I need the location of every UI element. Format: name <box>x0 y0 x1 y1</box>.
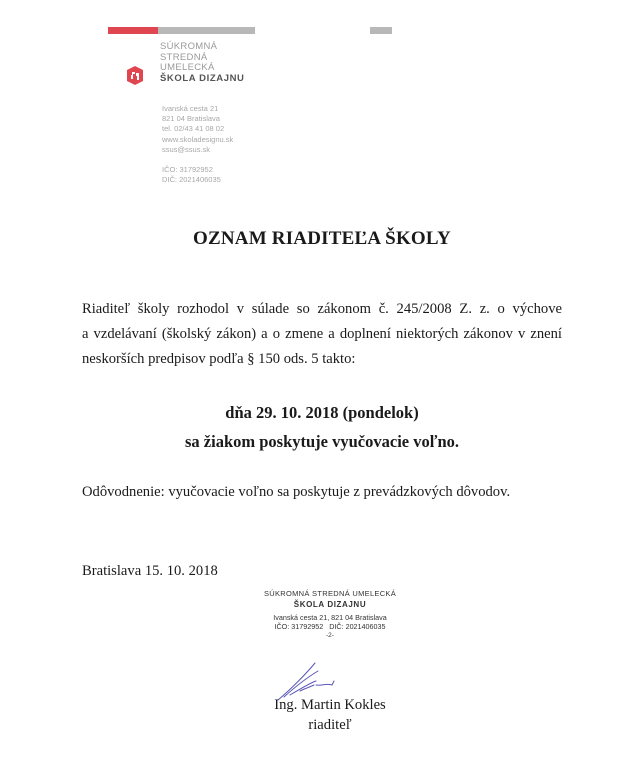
school-name-strong: ŠKOLA DIZAJNU <box>160 72 245 84</box>
paragraph-line: neskorších predpisov podľa § 150 ods. 5 takto: <box>82 351 356 367</box>
school-name-line: STREDNÁ <box>160 51 208 63</box>
address-city: 821 04 Bratislava <box>162 114 220 124</box>
stamp-number: -2- <box>326 632 334 639</box>
school-logo-icon <box>124 64 146 86</box>
letterhead-red-bar <box>108 27 158 34</box>
paragraph-line: Riaditeľ školy rozhodol v súlade so zákonom č. 245/2008 Z. z. o výchove <box>82 301 562 317</box>
address-street: Ivanská cesta 21 <box>162 104 219 113</box>
signer-block <box>240 695 420 735</box>
stamp-school-name: ŠKOLA DIZAJNU <box>293 600 367 609</box>
signer-role: riaditeľ <box>308 717 352 733</box>
school-name <box>160 42 245 84</box>
paragraph-line: a vzdelávaní (školský zákon) a o zmene a doplnení niektorých zákonov v znení <box>82 326 562 342</box>
school-name-line: UMELECKÁ <box>160 62 215 73</box>
announcement <box>0 398 644 456</box>
announcement-date: dňa 29. 10. 2018 (pondelok) <box>225 403 419 422</box>
dic: DIČ: 2021406035 <box>162 175 221 185</box>
stamp-line: SÚKROMNÁ STREDNÁ UMELECKÁ <box>263 589 397 598</box>
letterhead-gray-bar <box>158 27 255 34</box>
announcement-text: sa žiakom poskytuje vyučovacie voľno. <box>184 432 460 451</box>
signer-name: Ing. Martin Kokles <box>274 697 386 713</box>
reason-text: Odôvodnenie: vyučovacie voľno sa poskytuje z prevádzkových dôvodov. <box>82 484 511 500</box>
stamp-ids: IČO: 31792952 DIČ: 2021406035 <box>274 622 386 631</box>
stamp-address: Ivanská cesta 21, 821 04 Bratislava <box>273 613 387 622</box>
school-name-line: SÚKROMNÁ <box>160 41 218 52</box>
phone: tel. 02/43 41 08 02 <box>162 124 225 134</box>
school-stamp <box>240 589 420 640</box>
decision-paragraph <box>82 297 562 372</box>
website-link[interactable]: www.skoladesignu.sk <box>162 134 234 144</box>
contact-block <box>162 104 233 185</box>
email-link[interactable]: ssus@ssus.sk <box>162 144 211 154</box>
document-title: OZNAM RIADITEĽA ŠKOLY <box>193 228 451 249</box>
place-date: Bratislava 15. 10. 2018 <box>82 563 218 579</box>
ico: IČO: 31792952 <box>162 165 213 175</box>
letterhead-gray-bar-right <box>370 27 392 34</box>
